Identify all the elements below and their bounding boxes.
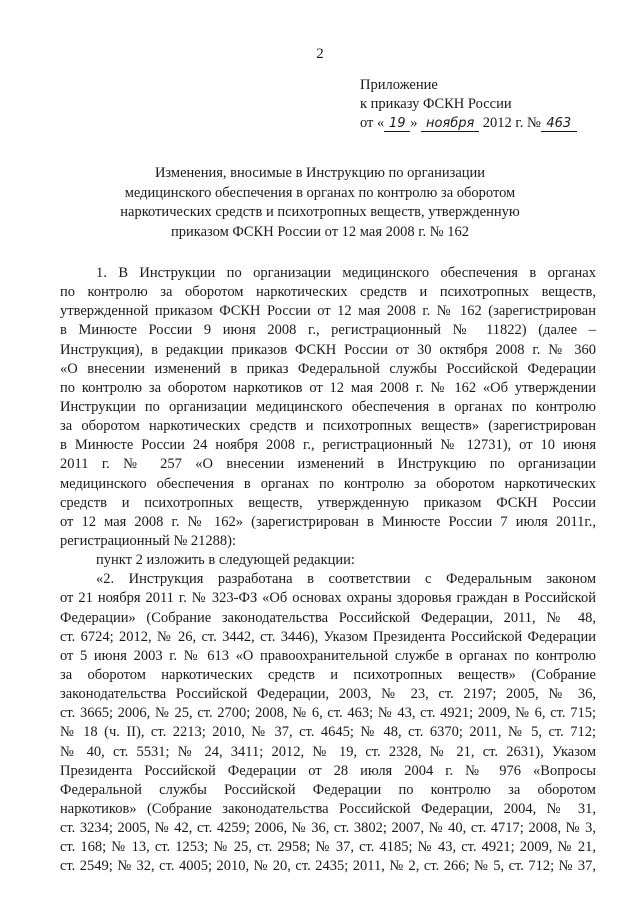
body-line: ст. 168; № 13, ст. 1253; № 25, ст. 2958; № 37, ст. 4185; № 43, ст. 4921; 2009, № 21, <box>60 839 596 856</box>
body-line: средств и психотропных веществ, утвержденную приказом ФСКН России <box>60 494 596 511</box>
appendix-block <box>360 76 577 133</box>
body-line: Инструкции по организации медицинского обеспечения в органах по контролю <box>60 398 596 415</box>
appendix-from-prefix: от « <box>360 115 385 131</box>
body-line: утвержденной приказом ФСКН России от 12 мая 2008 г. № 162 (зарегистрирован <box>60 303 596 320</box>
body-line: регистрационный № 21288): <box>60 532 237 549</box>
appendix-order-ref: к приказу ФСКН России <box>360 96 512 112</box>
document-body <box>60 264 596 877</box>
appendix-day: 19 <box>384 116 410 132</box>
body-line: по контролю за оборотом наркотических средств и психотропных веществ, <box>60 284 596 301</box>
appendix-quote-close: » <box>410 115 418 131</box>
title-line: приказом ФСКН России от 12 мая 2008 г. № 162 <box>170 223 470 240</box>
body-line: от 12 мая 2008 г. № 162» (зарегистрирован в Минюсте России 7 июля 2011г., <box>60 513 596 530</box>
body-line: ст. 6724; 2012, № 26, ст. 3442, ст. 3446), Указом Президента Российской Федерации <box>60 628 596 645</box>
body-line: за оборотом наркотических средств и психотропных веществ» (зарегистрирован <box>60 418 596 435</box>
appendix-heading: Приложение <box>360 77 438 93</box>
appendix-year: 2012 г. № <box>482 115 541 131</box>
body-line: ст. 3234; 2005, № 42, ст. 4259; 2006, № 36, ст. 3802; 2007, № 40, ст. 4717; 2008, № 3, <box>60 820 596 837</box>
body-line: от 5 июня 2003 г. № 613 «О правоохранительной службе в органах по контролю <box>60 647 596 664</box>
body-line: «О внесении изменений в приказ Федеральной службы Российской Федерации <box>60 360 596 377</box>
title-line: медицинского обеспечения в органах по контролю за оборотом <box>124 184 516 201</box>
page-number: 2 <box>316 46 324 62</box>
appendix-month: ноября <box>421 116 479 132</box>
title-line: наркотических средств и психотропных веществ, утвержденную <box>120 204 520 220</box>
body-line: Федерации» (Собрание законодательства Российской Федерации, 2011, № 48, <box>60 609 596 626</box>
body-line: № 18 (ч. II), ст. 2213; 2010, № 37, ст. 4645; № 48, ст. 6370; 2011, № 5, ст. 712; <box>60 724 596 741</box>
body-line: 1. В Инструкции по организации медицинского обеспечения в органах <box>96 265 596 281</box>
body-line: в Минюсте России 9 июня 2008 г., регистрационный № 11822) (далее – <box>60 322 596 339</box>
title-line: Изменения, вносимые в Инструкцию по организации <box>154 165 486 181</box>
body-line: наркотиков» (Собрание законодательства Российской Федерации, 2004, № 31, <box>60 800 596 817</box>
body-line: Президента Российской Федерации от 28 июля 2004 г. № 976 «Вопросы <box>60 762 596 779</box>
body-line: в Минюсте России 24 ноября 2008 г., регистрационный № 12731), от 10 июня <box>60 437 596 454</box>
body-line: № 40, ст. 5531; № 24, 3411; 2012, № 19, ст. 2328, № 21, ст. 2631), Указом <box>60 743 596 760</box>
body-line: «2. Инструкция разработана в соответствии с Федеральным законом <box>96 571 596 588</box>
body-line: по контролю за оборотом наркотиков от 12 мая 2008 г. № 162 «Об утверждении <box>60 379 596 396</box>
body-line: Федеральной службы Российской Федерации по контролю за оборотом <box>60 781 596 798</box>
body-line: пункт 2 изложить в следующей редакции: <box>96 552 355 569</box>
appendix-date-line <box>360 114 577 133</box>
body-line: 2011 г. № 257 «О внесении изменений в Инструкцию по организации <box>60 456 596 473</box>
appendix-number: 463 <box>541 116 577 132</box>
body-line: за оборотом наркотических средств и психотропных веществ» (Собрание <box>60 666 596 683</box>
document-title <box>90 164 550 242</box>
body-line: Инструкция), в редакции приказов ФСКН России от 30 октября 2008 г. № 360 <box>60 341 596 358</box>
body-line: медицинского обеспечения в органах по контролю за оборотом наркотических <box>60 475 596 492</box>
body-line: от 21 ноября 2011 г. № 323-ФЗ «Об основах охраны здоровья граждан в Российской <box>60 590 596 607</box>
body-line: ст. 2549; № 32, ст. 4005; 2010, № 20, ст. 2435; 2011, № 2, ст. 266; № 5, ст. 712; № 37, <box>60 858 596 875</box>
body-line: законодательства Российской Федерации, 2003, № 23, ст. 2197; 2005, № 36, <box>60 686 596 703</box>
body-line: ст. 3665; 2006, № 25, ст. 2700; 2008, № 6, ст. 463; № 43, ст. 4921; 2009, № 6, ст. 715; <box>60 705 596 722</box>
